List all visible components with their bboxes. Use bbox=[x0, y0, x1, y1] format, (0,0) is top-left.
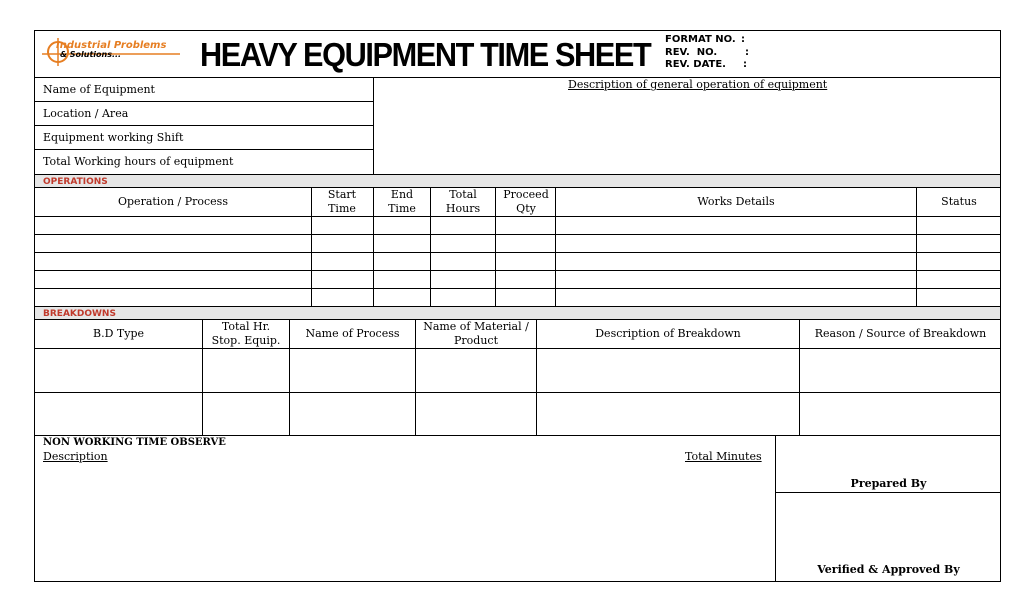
format-no-sep: : bbox=[741, 34, 745, 45]
operations-section-label: OPERATIONS bbox=[43, 177, 108, 187]
ops-col-status: Status bbox=[941, 195, 977, 208]
logo-line-2: & Solutions... bbox=[60, 50, 122, 59]
ops-col-total-hours: Total Hours bbox=[445, 188, 481, 215]
logo-line-1: Industrial Problems bbox=[56, 40, 167, 51]
rev-no-label: REV. NO. bbox=[665, 47, 718, 58]
field-working-shift: Equipment working Shift bbox=[43, 131, 184, 144]
field-total-working-hours: Total Working hours of equipment bbox=[43, 155, 234, 168]
field-location-area: Location / Area bbox=[43, 107, 129, 120]
general-operation-description-label: Description of general operation of equipment bbox=[568, 78, 828, 91]
verified-approved-by-label: Verified & Approved By bbox=[817, 563, 960, 576]
rev-date-sep: : bbox=[743, 59, 747, 70]
total-minutes-label: Total Minutes bbox=[685, 450, 762, 463]
bd-col-total-hr: Total Hr. Stop. Equip. bbox=[211, 320, 281, 347]
ops-col-end-time: End Time bbox=[388, 188, 416, 215]
format-no-label: FORMAT NO. bbox=[665, 34, 736, 45]
breakdowns-section-label: BREAKDOWNS bbox=[43, 309, 116, 319]
bd-col-description: Description of Breakdown bbox=[595, 327, 741, 340]
ops-col-operation: Operation / Process bbox=[118, 195, 228, 208]
bd-col-type: B.D Type bbox=[93, 327, 144, 340]
non-working-title: NON WORKING TIME OBSERVE bbox=[43, 437, 226, 448]
ops-col-works-details: Works Details bbox=[697, 195, 775, 208]
field-name-of-equipment: Name of Equipment bbox=[43, 83, 155, 96]
rev-no-sep: : bbox=[745, 47, 749, 58]
bd-col-process: Name of Process bbox=[305, 327, 400, 340]
prepared-by-label: Prepared By bbox=[850, 477, 927, 490]
company-logo bbox=[40, 36, 188, 68]
page-title: HEAVY EQUIPMENT TIME SHEET bbox=[200, 36, 651, 73]
ops-col-proceed-qty: Proceed Qty bbox=[503, 188, 549, 215]
rev-date-label: REV. DATE. bbox=[665, 59, 726, 70]
bd-col-reason: Reason / Source of Breakdown bbox=[814, 327, 987, 340]
non-working-description-label: Description bbox=[43, 450, 108, 463]
ops-col-start-time: Start Time bbox=[327, 188, 357, 215]
bd-col-material: Name of Material / Product bbox=[423, 320, 529, 347]
